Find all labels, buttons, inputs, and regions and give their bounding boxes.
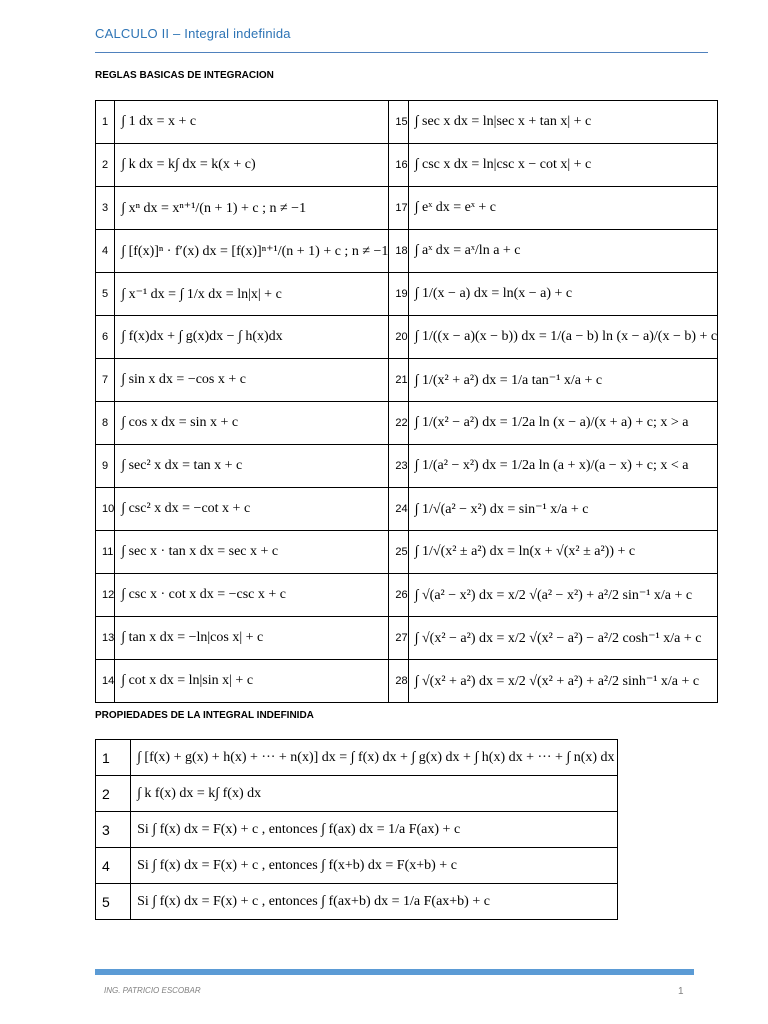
rule-formula: ∫ sin x dx = −cos x + c bbox=[115, 359, 389, 402]
rule-formula: ∫ sec² x dx = tan x + c bbox=[115, 445, 389, 488]
rule-number: 6 bbox=[96, 316, 115, 359]
rule-number: 1 bbox=[96, 101, 115, 144]
rule-number: 27 bbox=[389, 617, 408, 660]
rule-formula: ∫ sec x · tan x dx = sec x + c bbox=[115, 531, 389, 574]
property-formula: ∫ k f(x) dx = k∫ f(x) dx bbox=[131, 776, 618, 812]
rule-formula: ∫ 1/(x² + a²) dx = 1/a tan⁻¹ x/a + c bbox=[408, 359, 717, 402]
rule-formula: ∫ cos x dx = sin x + c bbox=[115, 402, 389, 445]
rule-row bbox=[96, 230, 718, 273]
property-row bbox=[96, 884, 618, 920]
header-divider bbox=[95, 52, 708, 53]
rule-formula: ∫ f(x)dx + ∫ g(x)dx − ∫ h(x)dx bbox=[115, 316, 389, 359]
rule-number: 21 bbox=[389, 359, 408, 402]
rule-formula: ∫ √(x² − a²) dx = x/2 √(x² − a²) − a²/2 cosh⁻¹ x/a + c bbox=[408, 617, 717, 660]
property-number: 1 bbox=[96, 740, 131, 776]
rule-number: 7 bbox=[96, 359, 115, 402]
rule-number: 15 bbox=[389, 101, 408, 144]
rule-number: 2 bbox=[96, 144, 115, 187]
rule-row bbox=[96, 359, 718, 402]
rule-formula: ∫ 1/(x² − a²) dx = 1/2a ln (x − a)/(x + a) + c; x > a bbox=[408, 402, 717, 445]
rule-number: 9 bbox=[96, 445, 115, 488]
rules-table bbox=[95, 100, 718, 703]
rule-number: 22 bbox=[389, 402, 408, 445]
rule-number: 24 bbox=[389, 488, 408, 531]
rule-row bbox=[96, 101, 718, 144]
rule-formula: ∫ eˣ dx = eˣ + c bbox=[408, 187, 717, 230]
rule-row bbox=[96, 402, 718, 445]
rule-formula: ∫ 1/√(x² ± a²) dx = ln(x + √(x² ± a²)) + c bbox=[408, 531, 717, 574]
rule-formula: ∫ sec x dx = ln|sec x + tan x| + c bbox=[408, 101, 717, 144]
rule-number: 8 bbox=[96, 402, 115, 445]
rule-number: 25 bbox=[389, 531, 408, 574]
rule-number: 18 bbox=[389, 230, 408, 273]
rule-number: 5 bbox=[96, 273, 115, 316]
rule-formula: ∫ csc² x dx = −cot x + c bbox=[115, 488, 389, 531]
property-formula: Si ∫ f(x) dx = F(x) + c , entonces ∫ f(ax) dx = 1/a F(ax) + c bbox=[131, 812, 618, 848]
property-number: 4 bbox=[96, 848, 131, 884]
rule-formula: ∫ 1/(x − a) dx = ln(x − a) + c bbox=[408, 273, 717, 316]
rules-heading: REGLAS BASICAS DE INTEGRACION bbox=[95, 70, 274, 81]
footer-bar bbox=[95, 969, 694, 975]
rule-number: 19 bbox=[389, 273, 408, 316]
property-number: 3 bbox=[96, 812, 131, 848]
rule-formula: ∫ xⁿ dx = xⁿ⁺¹/(n + 1) + c ; n ≠ −1 bbox=[115, 187, 389, 230]
rule-formula: ∫ cot x dx = ln|sin x| + c bbox=[115, 660, 389, 703]
rule-number: 3 bbox=[96, 187, 115, 230]
property-row bbox=[96, 776, 618, 812]
rule-number: 17 bbox=[389, 187, 408, 230]
rule-number: 4 bbox=[96, 230, 115, 273]
rule-formula: ∫ [f(x)]ⁿ · f′(x) dx = [f(x)]ⁿ⁺¹/(n + 1) + c ; n ≠ −1 bbox=[115, 230, 389, 273]
page-number: 1 bbox=[678, 986, 684, 997]
rule-formula: ∫ k dx = k∫ dx = k(x + c) bbox=[115, 144, 389, 187]
rule-row bbox=[96, 488, 718, 531]
rule-formula: ∫ x⁻¹ dx = ∫ 1/x dx = ln|x| + c bbox=[115, 273, 389, 316]
rule-row bbox=[96, 660, 718, 703]
rule-row bbox=[96, 316, 718, 359]
rule-row bbox=[96, 531, 718, 574]
rule-row bbox=[96, 574, 718, 617]
rule-formula: ∫ tan x dx = −ln|cos x| + c bbox=[115, 617, 389, 660]
rule-formula: ∫ 1/√(a² − x²) dx = sin⁻¹ x/a + c bbox=[408, 488, 717, 531]
rule-number: 23 bbox=[389, 445, 408, 488]
footer-author: ING. PATRICIO ESCOBAR bbox=[104, 986, 201, 995]
property-number: 2 bbox=[96, 776, 131, 812]
rule-row bbox=[96, 187, 718, 230]
document-title: CALCULO II – Integral indefinida bbox=[95, 26, 291, 41]
rule-number: 14 bbox=[96, 660, 115, 703]
property-number: 5 bbox=[96, 884, 131, 920]
property-row bbox=[96, 740, 618, 776]
rule-formula: ∫ √(x² + a²) dx = x/2 √(x² + a²) + a²/2 sinh⁻¹ x/a + c bbox=[408, 660, 717, 703]
properties-table bbox=[95, 739, 618, 920]
rule-number: 13 bbox=[96, 617, 115, 660]
rule-formula: ∫ 1/(a² − x²) dx = 1/2a ln (a + x)/(a − x) + c; x < a bbox=[408, 445, 717, 488]
rule-number: 12 bbox=[96, 574, 115, 617]
property-row bbox=[96, 848, 618, 884]
rule-row bbox=[96, 445, 718, 488]
properties-heading: PROPIEDADES DE LA INTEGRAL INDEFINIDA bbox=[95, 710, 314, 721]
rule-row bbox=[96, 144, 718, 187]
rule-number: 20 bbox=[389, 316, 408, 359]
rule-number: 10 bbox=[96, 488, 115, 531]
rule-formula: ∫ csc x · cot x dx = −csc x + c bbox=[115, 574, 389, 617]
rule-formula: ∫ 1 dx = x + c bbox=[115, 101, 389, 144]
rule-formula: ∫ 1/((x − a)(x − b)) dx = 1/(a − b) ln (x − a)/(x − b) + c bbox=[408, 316, 717, 359]
rule-row bbox=[96, 273, 718, 316]
rule-formula: ∫ csc x dx = ln|csc x − cot x| + c bbox=[408, 144, 717, 187]
property-formula: Si ∫ f(x) dx = F(x) + c , entonces ∫ f(x+b) dx = F(x+b) + c bbox=[131, 848, 618, 884]
rule-number: 11 bbox=[96, 531, 115, 574]
rule-number: 28 bbox=[389, 660, 408, 703]
rule-formula: ∫ √(a² − x²) dx = x/2 √(a² − x²) + a²/2 sin⁻¹ x/a + c bbox=[408, 574, 717, 617]
property-formula: Si ∫ f(x) dx = F(x) + c , entonces ∫ f(ax+b) dx = 1/a F(ax+b) + c bbox=[131, 884, 618, 920]
rule-row bbox=[96, 617, 718, 660]
property-row bbox=[96, 812, 618, 848]
rule-formula: ∫ aˣ dx = aˣ/ln a + c bbox=[408, 230, 717, 273]
rule-number: 16 bbox=[389, 144, 408, 187]
rule-number: 26 bbox=[389, 574, 408, 617]
property-formula: ∫ [f(x) + g(x) + h(x) + ··· + n(x)] dx = ∫ f(x) dx + ∫ g(x) dx + ∫ h(x) dx + ··· + ∫ n(x) dx bbox=[131, 740, 618, 776]
